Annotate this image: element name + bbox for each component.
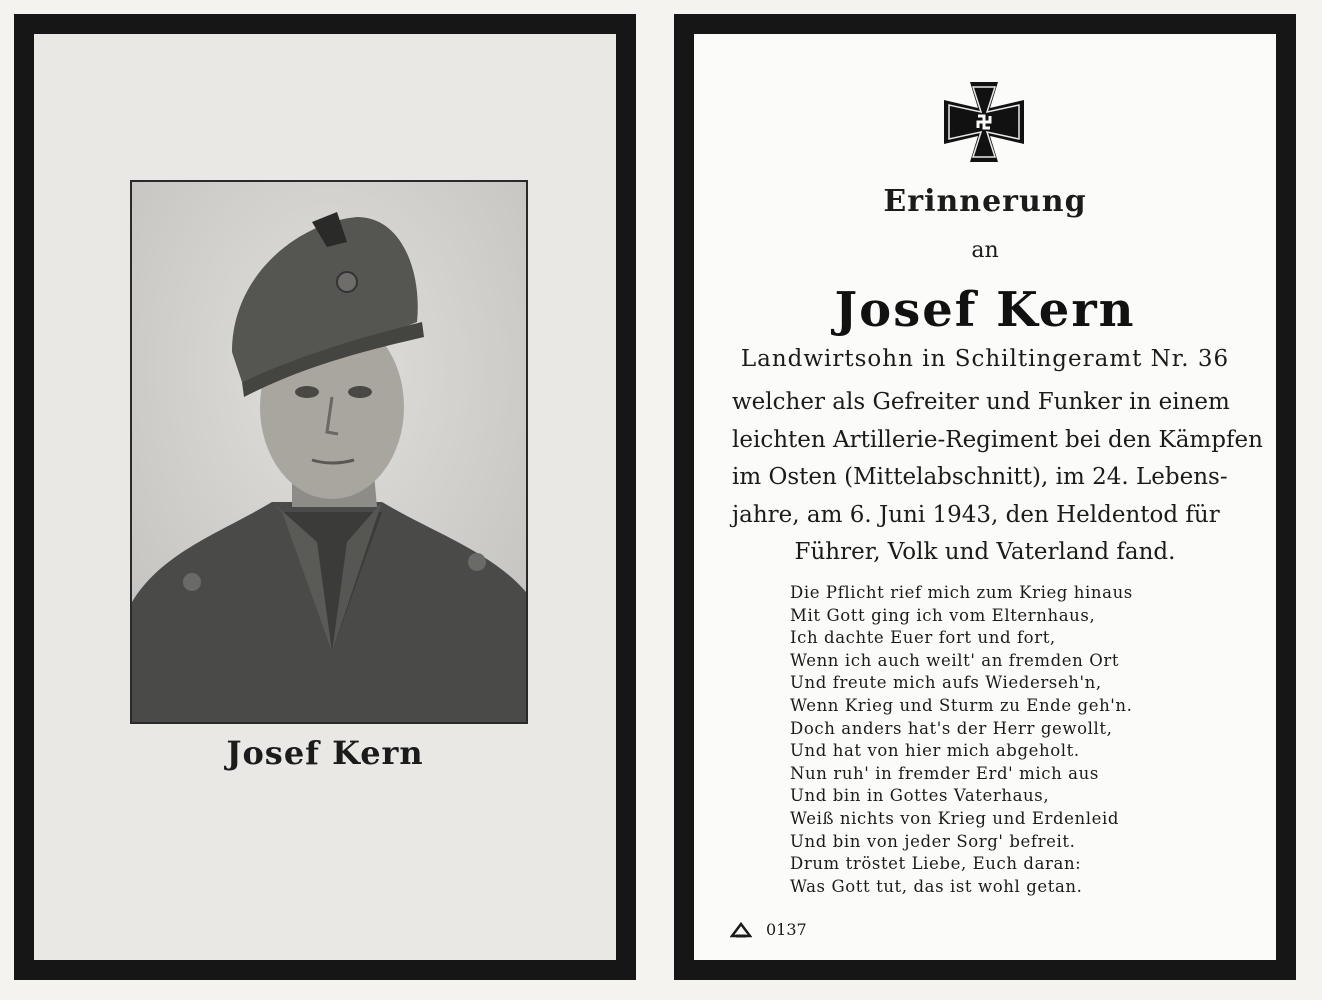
poem-line: Wenn ich auch weilt' an fremden Ort — [790, 650, 1120, 670]
printer-logo-icon — [730, 922, 752, 938]
poem-line: Nun ruh' in fremder Erd' mich aus — [790, 763, 1099, 783]
poem-line: Drum tröstet Liebe, Euch daran: — [790, 854, 1082, 874]
soldier-portrait-photo — [130, 180, 528, 724]
poem-line: Ich dachte Euer fort und fort, — [790, 628, 1056, 648]
poem-line: Mit Gott ging ich vom Elternhaus, — [790, 605, 1096, 625]
poem-line: Weiß nichts von Krieg und Erdenleid — [790, 808, 1120, 828]
narrative-line: leichten Artillerie-Regiment bei den Kämpfen — [732, 426, 1263, 453]
poem-line: Die Pflicht rief mich zum Krieg hinaus — [790, 583, 1133, 602]
poem-line: Was Gott tut, das ist wohl getan. — [790, 876, 1083, 896]
memorial-text-card-inner — [694, 34, 1276, 960]
narrative-line: jahre, am 6. Juni 1943, den Heldentod für — [732, 501, 1220, 528]
poem-line: Wenn Krieg und Sturm zu Ende geh'n. — [790, 695, 1133, 715]
memorial-poem — [790, 582, 1133, 898]
narrative-line: Führer, Volk und Vaterland fand. — [794, 539, 1176, 565]
portrait-caption: Josef Kern — [226, 734, 424, 772]
portrait-card-inner — [34, 34, 616, 960]
heading: Erinnerung — [883, 184, 1087, 219]
iron-cross-icon — [940, 78, 1028, 166]
narrative-line: welcher als Gefreiter und Funker in einem — [732, 389, 1230, 415]
print-number: 0137 — [766, 920, 807, 939]
poem-line: Doch anders hat's der Herr gewollt, — [790, 718, 1113, 738]
poem-line: Und bin von jeder Sorg' befreit. — [790, 831, 1076, 851]
poem-line: Und hat von hier mich abgeholt. — [790, 741, 1080, 761]
deceased-name: Josef Kern — [834, 282, 1136, 338]
residence-line: Landwirtsohn in Schiltingeramt Nr. 36 — [740, 346, 1230, 372]
poem-line: Und freute mich aufs Wiederseh'n, — [790, 673, 1102, 693]
poem-line: Und bin in Gottes Vaterhaus, — [790, 786, 1050, 806]
portrait-card — [14, 14, 636, 980]
memorial-text-card — [674, 14, 1296, 980]
printer-mark — [730, 920, 807, 939]
narrative-line: im Osten (Mittelabschnitt), im 24. Lebens- — [732, 464, 1228, 490]
sub-heading: an — [971, 238, 999, 263]
narrative-paragraph — [732, 384, 1263, 572]
iron-cross-year: 1939 — [998, 143, 1019, 152]
